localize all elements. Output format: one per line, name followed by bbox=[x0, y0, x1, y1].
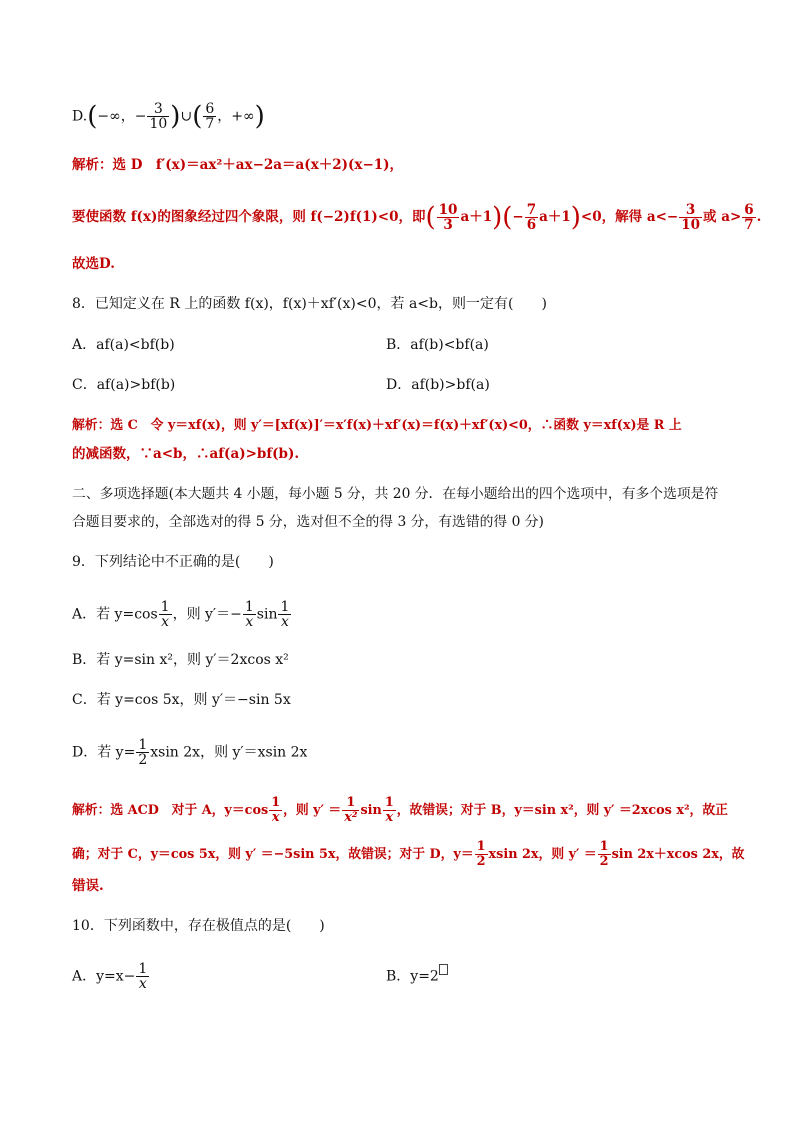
q7-solution-line2: 要使函数 f(x)的图象经过四个象限，则 f(−2)f(1)<0，即( $\frac{10}{3}$ a＋1)(− $\frac{7}{6}$ a＋1)<0，解得 a<− $\frac{3}{10}$ 或 a> $\frac{6}{7}$ . bbox=[72, 202, 762, 233]
q10-option-a: A．y=x− $\frac{1}{x}$ bbox=[72, 961, 148, 992]
q9-option-d: D．若 y= $\frac{1}{2}$ xsin 2x，则 y′＝xsin 2x bbox=[72, 737, 308, 768]
q8-option-b: B．af(b)<bf(a) bbox=[386, 337, 489, 353]
q9-option-b: B．若 y=sin x²，则 y′＝2xcos x² bbox=[72, 652, 289, 668]
q8-solution-line2: 的减函数，∵a<b，∴af(a)>bf(b). bbox=[72, 446, 300, 462]
q10-option-b: B．y=2 bbox=[386, 964, 448, 987]
q7-solution-line1: 解析：选 D f′(x)＝ax²＋ax−2a＝a(x＋2)(x−1)， bbox=[72, 157, 404, 173]
q9-stem: 9．下列结论中不正确的是( ) bbox=[72, 554, 274, 570]
q8-stem: 8．已知定义在 R 上的函数 f(x)，f(x)＋xf′(x)<0，若 a<b，则一定有( ) bbox=[72, 296, 547, 312]
q8-option-d: D．af(b)>bf(a) bbox=[386, 377, 490, 393]
q7-option-d: D.(−∞，− $\frac{3}{10}$ )∪( $\frac{6}{7}$ ，+∞) bbox=[72, 101, 265, 132]
q9-option-c: C．若 y=cos 5x，则 y′＝−sin 5x bbox=[72, 692, 291, 708]
q8-option-a: A．af(a)<bf(b) bbox=[72, 337, 175, 353]
q9-solution-line3: 错误. bbox=[72, 878, 104, 894]
q8-option-c: C．af(a)>bf(b) bbox=[72, 377, 176, 393]
section2-heading-line1: 二、多项选择题(本大题共 4 小题，每小题 5 分，共 20 分．在每小题给出的四个选项中，有多个选项是符 bbox=[72, 486, 719, 502]
q9-solution-line1: 解析：选 ACD 对于 A，y＝cos $\frac{1}{x}$ ，则 y′ ＝ $\frac{1}{\text{x²}}$ sin $\frac{1}{x}$ ，故错误；对于 B，y＝sin x²，则 y′ ＝2xcos x²，故正 bbox=[72, 795, 728, 825]
q9-solution-line2: 确；对于 C，y＝cos 5x，则 y′ ＝−5sin 5x，故错误；对于 D，y＝ $\frac{1}{2}$ xsin 2x，则 y′ ＝ $\frac{1}{2}$ sin 2x＋xcos 2x，故 bbox=[72, 839, 745, 869]
broken-image-icon bbox=[439, 964, 448, 975]
q9-option-a: A．若 y=cos $\frac{1}{x}$ ，则 y′＝− $\frac{1}{x}$ sin $\frac{1}{x}$ bbox=[72, 599, 290, 630]
section2-heading-line2: 合题目要求的，全部选对的得 5 分，选对但不全的得 3 分，有选错的得 0 分) bbox=[72, 514, 544, 530]
q7-solution-line3: 故选D. bbox=[72, 256, 115, 272]
q10-stem: 10．下列函数中，存在极值点的是( ) bbox=[72, 918, 325, 934]
q8-solution-line1: 解析：选 C 令 y＝xf(x)，则 y′＝[xf(x)]′＝x′f(x)＋xf′(x)＝f(x)＋xf′(x)<0，∴函数 y＝xf(x)是 R 上 bbox=[72, 418, 682, 433]
